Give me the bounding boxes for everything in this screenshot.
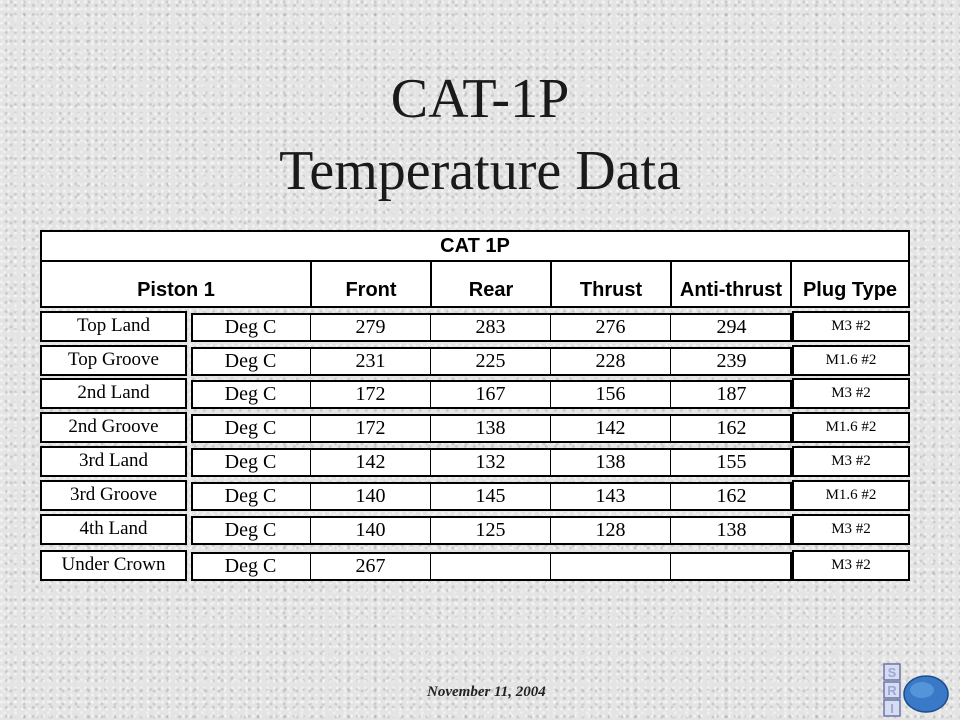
table-row — [40, 311, 910, 342]
plug-type-cell: M3 #2 — [831, 317, 871, 334]
anti-thrust-cell: 239 — [716, 350, 747, 372]
unit-cell: Deg C — [191, 449, 311, 476]
table-row — [40, 480, 910, 511]
thrust-cell: 276 — [551, 314, 671, 341]
unit-cell: Deg C — [191, 348, 311, 375]
footer-date: November 11, 2004 — [427, 684, 546, 700]
thrust-cell: 143 — [551, 483, 671, 510]
thrust-cell: 156 — [551, 381, 671, 408]
thrust-cell: 142 — [551, 415, 671, 442]
unit-cell: Deg C — [191, 483, 311, 510]
slide-title: CAT-1P — [390, 68, 570, 130]
front-cell: 140 — [311, 483, 431, 510]
unit-cell: Deg C — [191, 415, 311, 442]
anti-thrust-cell — [671, 553, 792, 580]
row-location: Top Land — [40, 311, 187, 342]
rear-cell: 132 — [431, 449, 551, 476]
anti-thrust-cell: 294 — [716, 316, 747, 338]
anti-thrust-cell: 162 — [716, 417, 747, 439]
rear-cell: 138 — [431, 415, 551, 442]
unit-cell: Deg C — [191, 553, 311, 580]
rear-cell: 283 — [431, 314, 551, 341]
header-piston: Piston 1 — [42, 276, 312, 304]
plug-type-cell: M1.6 #2 — [825, 486, 877, 503]
table-caption: CAT 1P — [42, 232, 908, 262]
anti-thrust-cell: 155 — [716, 451, 747, 473]
row-location: Under Crown — [40, 550, 187, 581]
unit-cell: Deg C — [191, 314, 311, 341]
front-cell: 267 — [311, 553, 431, 580]
header-front: Front — [312, 276, 432, 304]
header-anti-thrust: Anti-thrust — [672, 276, 792, 304]
table-row — [40, 345, 910, 376]
table-row — [40, 446, 910, 477]
front-cell: 140 — [311, 517, 431, 544]
plug-type-cell: M1.6 #2 — [825, 351, 877, 368]
rear-cell: 125 — [431, 517, 551, 544]
row-location: Top Groove — [40, 345, 187, 376]
row-location: 3rd Groove — [40, 480, 187, 511]
front-cell: 172 — [311, 381, 431, 408]
anti-thrust-cell: 162 — [716, 485, 747, 507]
front-cell: 231 — [311, 348, 431, 375]
row-location: 4th Land — [40, 514, 187, 545]
anti-thrust-cell: 138 — [716, 519, 747, 541]
svg-text:R: R — [887, 683, 897, 698]
table-row — [40, 514, 910, 545]
sri-logo-icon — [880, 660, 950, 720]
slide-subtitle: Temperature Data — [279, 140, 681, 202]
header-plug-type: Plug Type — [802, 278, 898, 301]
header-thrust: Thrust — [552, 276, 672, 304]
plug-type-cell: M3 #2 — [831, 384, 871, 401]
rear-cell: 167 — [431, 381, 551, 408]
plug-type-cell: M3 #2 — [831, 556, 871, 573]
rear-cell: 225 — [431, 348, 551, 375]
front-cell: 172 — [311, 415, 431, 442]
row-location: 3rd Land — [40, 446, 187, 477]
front-cell: 142 — [311, 449, 431, 476]
plug-type-cell: M3 #2 — [831, 452, 871, 469]
anti-thrust-cell: 187 — [716, 383, 747, 405]
unit-cell: Deg C — [191, 517, 311, 544]
table-row — [40, 550, 910, 581]
thrust-cell: 228 — [551, 348, 671, 375]
svg-text:I: I — [890, 701, 894, 716]
header-rear: Rear — [432, 276, 552, 304]
thrust-cell: 128 — [551, 517, 671, 544]
rear-cell — [431, 553, 551, 580]
table-row — [40, 378, 910, 409]
rear-cell: 145 — [431, 483, 551, 510]
row-location: 2nd Groove — [40, 412, 187, 443]
table-header — [40, 230, 910, 308]
svg-text:S: S — [887, 665, 897, 680]
row-location: 2nd Land — [40, 378, 187, 409]
table-row — [40, 412, 910, 443]
plug-type-cell: M3 #2 — [831, 520, 871, 537]
thrust-cell — [551, 553, 671, 580]
thrust-cell: 138 — [551, 449, 671, 476]
front-cell: 279 — [311, 314, 431, 341]
plug-type-cell: M1.6 #2 — [825, 418, 877, 435]
unit-cell: Deg C — [191, 381, 311, 408]
